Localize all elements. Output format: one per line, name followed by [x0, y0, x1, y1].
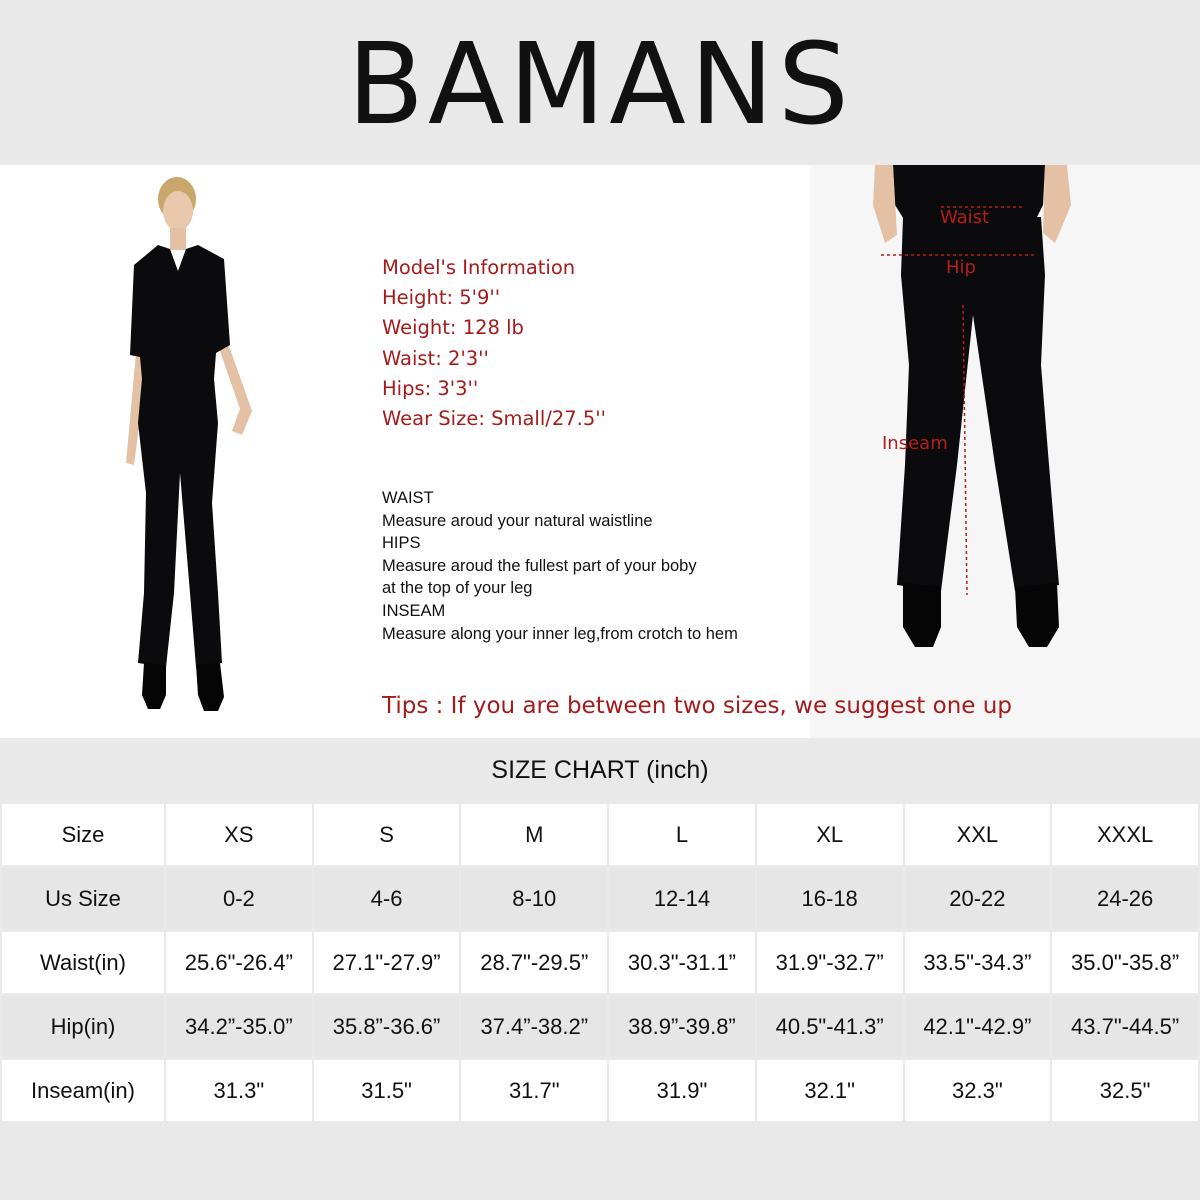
table-cell: 32.1"	[757, 1060, 903, 1121]
model-information	[382, 253, 606, 434]
table-cell: 38.9”-39.8”	[609, 996, 755, 1057]
table-cell: XL	[757, 804, 903, 865]
table-cell: 35.0"-35.8”	[1052, 932, 1198, 993]
table-cell: 31.5"	[314, 1060, 460, 1121]
guide-waist-text: Measure aroud your natural waistline	[382, 511, 653, 530]
table-cell: 8-10	[461, 868, 607, 929]
table-cell: 24-26	[1052, 868, 1198, 929]
size-chart-section	[0, 738, 1200, 1200]
table-row	[2, 804, 1198, 865]
table-cell: 31.9"-32.7”	[757, 932, 903, 993]
guide-hips-text: Measure aroud the fullest part of your boby	[382, 556, 697, 575]
table-cell: 25.6"-26.4”	[166, 932, 312, 993]
guide-hips-text-2: at the top of your leg	[382, 579, 533, 598]
table-cell: 28.7"-29.5”	[461, 932, 607, 993]
waist-label: Waist	[940, 207, 990, 228]
row-header: Hip(in)	[2, 996, 164, 1057]
model-hips: Hips: 3'3''	[382, 376, 479, 400]
row-header: Waist(in)	[2, 932, 164, 993]
table-cell: S	[314, 804, 460, 865]
table-cell: XS	[166, 804, 312, 865]
table-cell: 27.1"-27.9”	[314, 932, 460, 993]
table-cell: L	[609, 804, 755, 865]
model-info-heading: Model's Information	[382, 256, 576, 279]
table-cell: M	[461, 804, 607, 865]
guide-inseam-text: Measure along your inner leg,from crotch to hem	[382, 624, 738, 643]
table-cell: 42.1"-42.9”	[905, 996, 1051, 1057]
row-header: Inseam(in)	[2, 1060, 164, 1121]
hip-label: Hip	[946, 257, 976, 278]
model-weight: Weight: 128 lb	[382, 316, 524, 340]
table-cell: 43.7"-44.5”	[1052, 996, 1198, 1057]
guide-waist-heading: WAIST	[382, 489, 434, 507]
table-cell: 12-14	[609, 868, 755, 929]
model-photo-area	[0, 165, 1200, 740]
table-cell: 4-6	[314, 868, 460, 929]
table-row	[2, 932, 1198, 993]
table-cell: 31.9"	[609, 1060, 755, 1121]
table-row	[2, 1060, 1198, 1121]
table-cell: 37.4”-38.2”	[461, 996, 607, 1057]
table-cell: 40.5"-41.3”	[757, 996, 903, 1057]
size-chart-table	[0, 801, 1200, 1124]
table-cell: 31.3"	[166, 1060, 312, 1121]
model-waist: Waist: 2'3''	[382, 346, 489, 370]
table-cell: 32.5"	[1052, 1060, 1198, 1121]
brand-banner	[0, 0, 1200, 165]
table-row	[2, 868, 1198, 929]
table-cell: 33.5"-34.3”	[905, 932, 1051, 993]
table-cell: XXXL	[1052, 804, 1198, 865]
size-chart-title: SIZE CHART (inch)	[491, 756, 709, 784]
size-tip: Tips : If you are between two sizes, we suggest one up	[382, 693, 1012, 719]
measure-guide	[382, 487, 738, 645]
model-height: Height: 5'9''	[382, 286, 501, 310]
model-wear-size: Wear Size: Small/27.5''	[382, 407, 606, 431]
table-cell: XXL	[905, 804, 1051, 865]
table-cell: 30.3"-31.1”	[609, 932, 755, 993]
table-cell: 34.2”-35.0”	[166, 996, 312, 1057]
table-cell: 0-2	[166, 868, 312, 929]
guide-inseam-heading: INSEAM	[382, 601, 446, 620]
model-measure-photo	[845, 165, 1105, 685]
table-cell: 35.8”-36.6”	[314, 996, 460, 1057]
row-header: Size	[2, 804, 164, 865]
model-front-photo	[100, 173, 320, 733]
row-header: Us Size	[2, 868, 164, 929]
table-cell: 20-22	[905, 868, 1051, 929]
table-cell: 32.3"	[905, 1060, 1051, 1121]
table-cell: 31.7"	[461, 1060, 607, 1121]
table-cell: 16-18	[757, 868, 903, 929]
table-row	[2, 996, 1198, 1057]
brand-logo: BAMANS	[347, 20, 853, 150]
inseam-label: Inseam	[882, 433, 948, 454]
guide-hips-heading: HIPS	[382, 534, 421, 553]
